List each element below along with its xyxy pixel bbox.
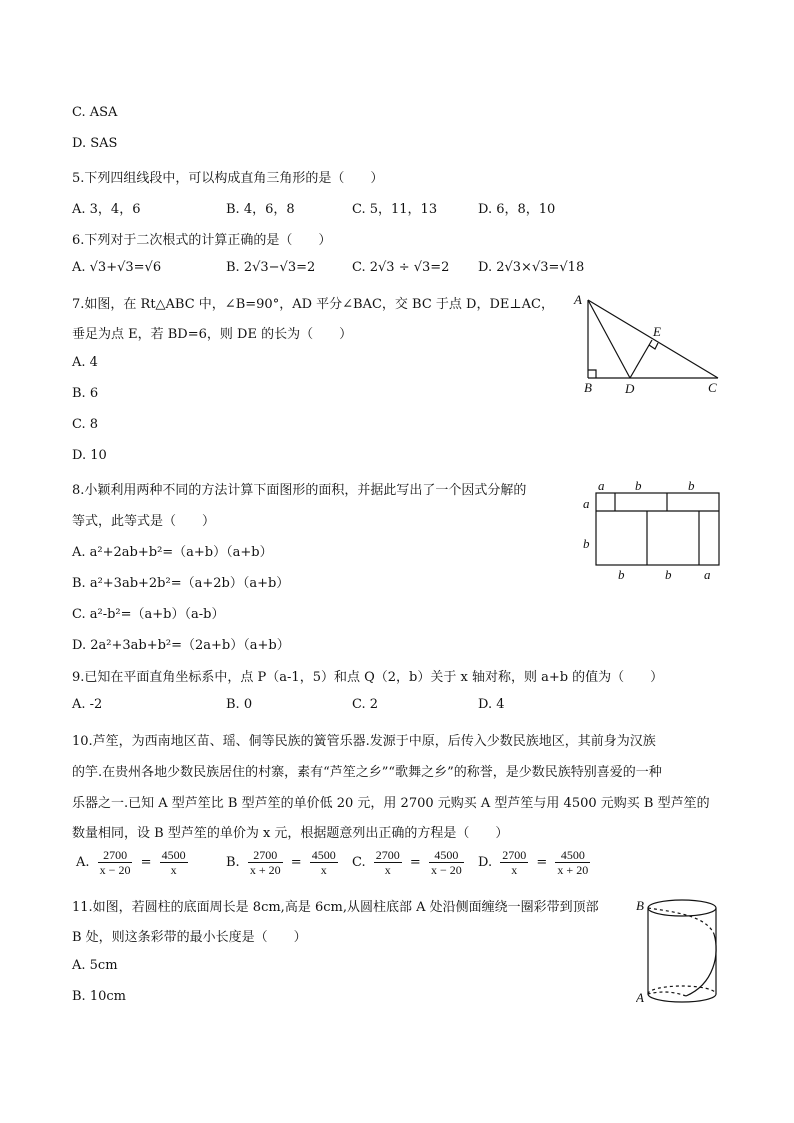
q7-stem-line2: 垂足为点 E，若 BD=6，则 DE 的长为（ ） (72, 327, 353, 342)
option-letter: D. (478, 855, 493, 870)
option-letter: A. (76, 855, 90, 870)
q9-option-c: C. 2 (352, 697, 379, 712)
option-letter: C. (352, 855, 366, 870)
q6-option-d: D. 2√3×√3=√18 (478, 260, 585, 275)
fraction-left: $\frac{2700}{x}$ (375, 848, 400, 877)
q7-option-a: A. 4 (72, 355, 98, 370)
q11-stem-line1: 11.如图，若圆柱的底面周长是 8cm,高是 6cm,从圆柱底部 A 处沿侧面缠绕一圈彩带到顶部 (72, 900, 599, 915)
q10-option-a: A. $\frac{2700}{x - 20}$ = $\frac{4500}{x}$ (76, 848, 186, 877)
q10-option-c: C. $\frac{2700}{x}$ = $\frac{4500}{x - 20}$ (352, 848, 462, 877)
q10-stem-line2: 的竽.在贵州各地少数民族居住的村寨，素有“芦笙之乡”“歌舞之乡”的称誉，是少数民族特别喜爱的一种 (72, 765, 662, 780)
bottom-front (648, 994, 716, 1002)
label-a: A (636, 990, 644, 1005)
q4-option-d: D. SAS (72, 136, 118, 151)
q10-option-b: B. $\frac{2700}{x + 20}$ = $\frac{4500}{x}$ (226, 848, 336, 877)
q6-option-a: A. √3+√3=√6 (72, 260, 162, 275)
q11-option-b: B. 10cm (72, 989, 126, 1004)
q8-stem-line1: 8.小颖利用两种不同的方法计算下面图形的面积，并据此写出了一个因式分解的 (72, 483, 527, 498)
q8-option-b: B. a²+3ab+2b²=（a+2b）（a+b） (72, 576, 290, 591)
top-label-b1: b (635, 478, 642, 493)
label-b: B (584, 380, 592, 395)
segment-de (630, 340, 652, 378)
bottom-label-a: a (704, 567, 711, 582)
right-angle-b (588, 370, 596, 378)
q4-option-c: C. ASA (72, 105, 118, 120)
q8-rectangle-figure (578, 478, 728, 586)
q10-stem-line3: 乐器之一.已知 A 型芦笙比 B 型芦笙的单价低 20 元，用 2700 元购买 A 型芦笙与用 4500 元购买 B 型芦笙的 (72, 796, 710, 811)
q6-option-b: B. 2√3−√3=2 (226, 260, 316, 275)
q9-stem: 9.已知在平面直角坐标系中，点 P（a-1，5）和点 Q（2，b）关于 x 轴对称，则 a+b 的值为（ ） (72, 670, 664, 685)
q5-stem: 5.下列四组线段中，可以构成直角三角形的是（ ） (72, 171, 384, 186)
q9-option-a: A. -2 (72, 697, 103, 712)
q6-stem: 6.下列对于二次根式的计算正确的是（ ） (72, 233, 332, 248)
left-label-b: b (583, 536, 590, 551)
q11-stem-line2: B 处，则这条彩带的最小长度是（ ） (72, 930, 307, 945)
q10-option-d: D. $\frac{2700}{x}$ = $\frac{4500}{x + 20}$ (478, 848, 589, 877)
label-a: A (574, 292, 582, 307)
ribbon-back-top (648, 908, 714, 934)
top-label-b2: b (688, 478, 695, 493)
label-c: C (708, 380, 717, 395)
q5-option-b: B. 4，6，8 (226, 202, 295, 217)
side-ac (588, 300, 718, 378)
q11-cylinder-figure (636, 894, 728, 1014)
q9-option-d: D. 4 (478, 697, 505, 712)
bottom-label-b2: b (665, 567, 672, 582)
q7-stem-line1: 7.如图，在 Rt△ABC 中，∠B=90°，AD 平分∠BAC，交 BC 于点 D，DE⊥AC， (72, 297, 554, 312)
q8-stem-line2: 等式，此等式是（ ） (72, 514, 216, 529)
fraction-right: $\frac{4500}{x}$ (161, 848, 186, 877)
fraction-left: $\frac{2700}{x - 20}$ (99, 848, 131, 877)
fraction-right: $\frac{4500}{x + 20}$ (557, 848, 589, 877)
segment-ad (588, 300, 630, 378)
q8-option-c: C. a²-b²=（a+b）（a-b） (72, 607, 225, 622)
ribbon-back-bottom (648, 992, 686, 996)
q10-stem-line4: 数量相同，设 B 型芦笙的单价为 x 元，根据题意列出正确的方程是（ ） (72, 826, 509, 841)
q7-option-b: B. 6 (72, 386, 99, 401)
label-e: E (653, 324, 661, 339)
q10-stem-line1: 10.芦笙，为西南地区苗、瑶、侗等民族的簧管乐器.发源于中原，后传入少数民族地区，其前身为汉族 (72, 734, 656, 749)
top-ellipse (648, 900, 716, 916)
bottom-back (648, 986, 716, 994)
q11-option-a: A. 5cm (72, 958, 118, 973)
q5-option-d: D. 6，8，10 (478, 202, 556, 217)
q7-option-c: C. 8 (72, 417, 99, 432)
fraction-right: $\frac{4500}{x - 20}$ (430, 848, 462, 877)
q5-option-a: A. 3，4，6 (72, 202, 141, 217)
q7-option-d: D. 10 (72, 448, 107, 463)
fraction-right: $\frac{4500}{x}$ (311, 848, 336, 877)
fraction-left: $\frac{2700}{x + 20}$ (249, 848, 281, 877)
q8-option-d: D. 2a²+3ab+b²=（2a+b）（a+b） (72, 638, 290, 653)
bottom-label-b1: b (618, 567, 625, 582)
label-d: D (625, 381, 635, 396)
q9-option-b: B. 0 (226, 697, 253, 712)
option-letter: B. (226, 855, 240, 870)
top-label-a: a (598, 478, 605, 493)
q6-option-c: C. 2√3 ÷ √3=2 (352, 260, 450, 275)
label-b: B (636, 898, 644, 913)
left-label-a: a (583, 496, 590, 511)
fraction-left: $\frac{2700}{x}$ (502, 848, 527, 877)
q7-triangle-figure (570, 288, 730, 400)
q5-option-c: C. 5，11，13 (352, 202, 438, 217)
q8-option-a: A. a²+2ab+b²=（a+b）（a+b） (72, 545, 273, 560)
